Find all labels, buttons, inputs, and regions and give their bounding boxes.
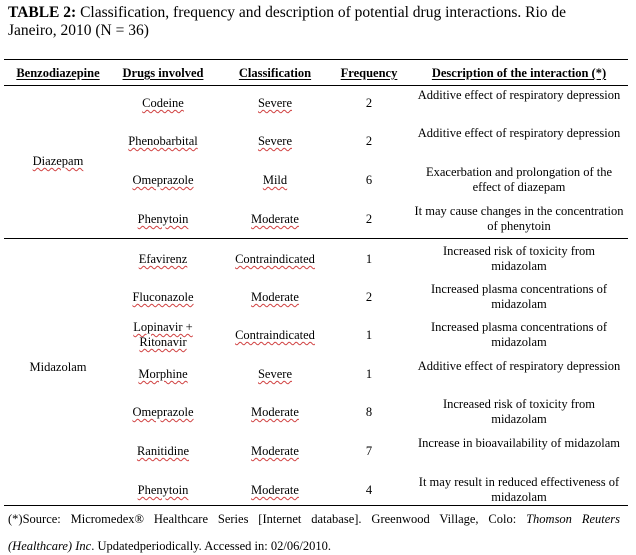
group-label-midazolam: Midazolam xyxy=(29,360,87,374)
description-text: Additive effect of respiratory depression xyxy=(417,126,621,140)
header-classification: Classification xyxy=(238,66,312,80)
cell-classification xyxy=(220,212,330,227)
cell-classification xyxy=(220,290,330,305)
drug-text: Codeine xyxy=(142,96,184,110)
frequency-text: 6 xyxy=(365,173,373,187)
drug-text: Ranitidine xyxy=(136,444,190,458)
drug-text: Lopinavir + Ritonavir xyxy=(133,320,193,349)
cell-drug xyxy=(112,173,214,188)
cell-frequency xyxy=(334,405,404,420)
cell-drug xyxy=(112,290,214,305)
footnote-line-2: (Healthcare) Inc. Updatedperiodically. Accessed in: 02/06/2010. xyxy=(8,539,331,553)
description-text: Increased risk of toxicity from midazolam xyxy=(442,244,596,273)
table-top-rule xyxy=(4,59,628,60)
classification-text: Moderate xyxy=(251,405,299,419)
header-benzodiazepine: Benzodiazepine xyxy=(16,66,100,80)
cell-classification xyxy=(220,328,330,343)
header-drugs-involved: Drugs involved xyxy=(122,66,204,80)
cell-description xyxy=(414,165,624,195)
cell-classification xyxy=(220,134,330,149)
classification-text: Moderate xyxy=(251,290,299,304)
group-label-diazepam: Diazepam xyxy=(32,154,84,168)
cell-frequency xyxy=(334,444,404,459)
caption-label: TABLE 2: xyxy=(8,4,77,21)
cell-frequency xyxy=(334,212,404,227)
cell-drug xyxy=(112,212,214,227)
cell-drug xyxy=(112,367,214,382)
classification-text: Contraindicated xyxy=(235,252,315,266)
cell-description xyxy=(414,359,624,374)
frequency-text: 2 xyxy=(365,212,373,226)
cell-classification xyxy=(220,252,330,267)
drug-text: Efavirenz xyxy=(138,252,188,266)
cell-classification xyxy=(220,96,330,111)
frequency-text: 2 xyxy=(365,290,373,304)
cell-description xyxy=(414,282,624,312)
frequency-text: 1 xyxy=(365,367,373,381)
cell-classification xyxy=(220,367,330,382)
cell-frequency xyxy=(334,134,404,149)
cell-classification xyxy=(220,483,330,498)
cell-drug xyxy=(112,444,214,459)
frequency-text: 4 xyxy=(365,483,373,497)
classification-text: Mild xyxy=(262,173,288,187)
cell-classification xyxy=(220,444,330,459)
cell-description xyxy=(414,126,624,141)
footnote-line-1: (*)Source: Micromedex® Healthcare Series [Internet database]. Greenwood Village, Colo: Thomson Reuters xyxy=(8,512,620,526)
cell-drug xyxy=(112,483,214,498)
cell-frequency xyxy=(334,96,404,111)
classification-text: Severe xyxy=(257,367,292,381)
frequency-text: 7 xyxy=(365,444,373,458)
description-text: It may result in reduced effectiveness of midazolam xyxy=(418,475,620,504)
cell-drug xyxy=(121,320,205,350)
classification-text: Contraindicated xyxy=(235,328,315,342)
drug-text: Phenytoin xyxy=(137,212,189,226)
drug-text: Omeprazole xyxy=(132,405,194,419)
frequency-text: 2 xyxy=(365,96,373,110)
cell-classification xyxy=(220,173,330,188)
description-text: Additive effect of respiratory depression xyxy=(417,359,621,373)
frequency-text: 1 xyxy=(365,328,373,342)
cell-frequency xyxy=(334,483,404,498)
frequency-text: 1 xyxy=(365,252,373,266)
drug-text: Phenobarbital xyxy=(128,134,198,148)
cell-drug xyxy=(112,405,214,420)
cell-description xyxy=(414,436,624,451)
drug-text: Phenytoin xyxy=(137,483,189,497)
header-bottom-rule xyxy=(4,85,628,86)
table-bottom-rule xyxy=(4,505,628,506)
cell-frequency xyxy=(334,367,404,382)
header-description: Description of the interaction (*) xyxy=(431,66,607,80)
cell-description xyxy=(414,204,624,234)
description-text: It may cause changes in the concentration of phenytoin xyxy=(414,204,624,233)
cell-description xyxy=(414,320,624,350)
cell-description xyxy=(414,88,624,103)
cell-drug xyxy=(112,134,214,149)
cell-description xyxy=(414,475,624,505)
classification-text: Moderate xyxy=(251,444,299,458)
cell-drug xyxy=(112,96,214,111)
description-text: Exacerbation and prolongation of the effect of diazepam xyxy=(425,165,613,194)
description-text: Additive effect of respiratory depression xyxy=(417,88,621,102)
cell-frequency xyxy=(334,290,404,305)
drug-text: Morphine xyxy=(138,367,188,381)
cell-drug xyxy=(112,252,214,267)
frequency-text: 2 xyxy=(365,134,373,148)
classification-text: Severe xyxy=(257,134,292,148)
cell-frequency xyxy=(334,328,404,343)
classification-text: Moderate xyxy=(251,483,299,497)
header-frequency: Frequency xyxy=(340,66,398,80)
cell-frequency xyxy=(334,173,404,188)
cell-description xyxy=(414,397,624,427)
classification-text: Severe xyxy=(257,96,292,110)
caption-text: Classification, frequency and description of potential drug interactions. Rio de Janeiro, 2010 (N = 36) xyxy=(8,4,567,39)
drug-text: Fluconazole xyxy=(132,290,194,304)
cell-classification xyxy=(220,405,330,420)
drug-text: Omeprazole xyxy=(132,173,194,187)
description-text: Increased plasma concentrations of midazolam xyxy=(431,282,607,311)
description-text: Increased risk of toxicity from midazolam xyxy=(442,397,596,426)
group-divider-rule xyxy=(4,238,628,239)
table-caption xyxy=(8,4,608,40)
classification-text: Moderate xyxy=(251,212,299,226)
description-text: Increase in bioavailability of midazolam xyxy=(417,436,620,450)
description-text: Increased plasma concentrations of midazolam xyxy=(431,320,607,349)
cell-description xyxy=(414,244,624,274)
cell-frequency xyxy=(334,252,404,267)
frequency-text: 8 xyxy=(365,405,373,419)
